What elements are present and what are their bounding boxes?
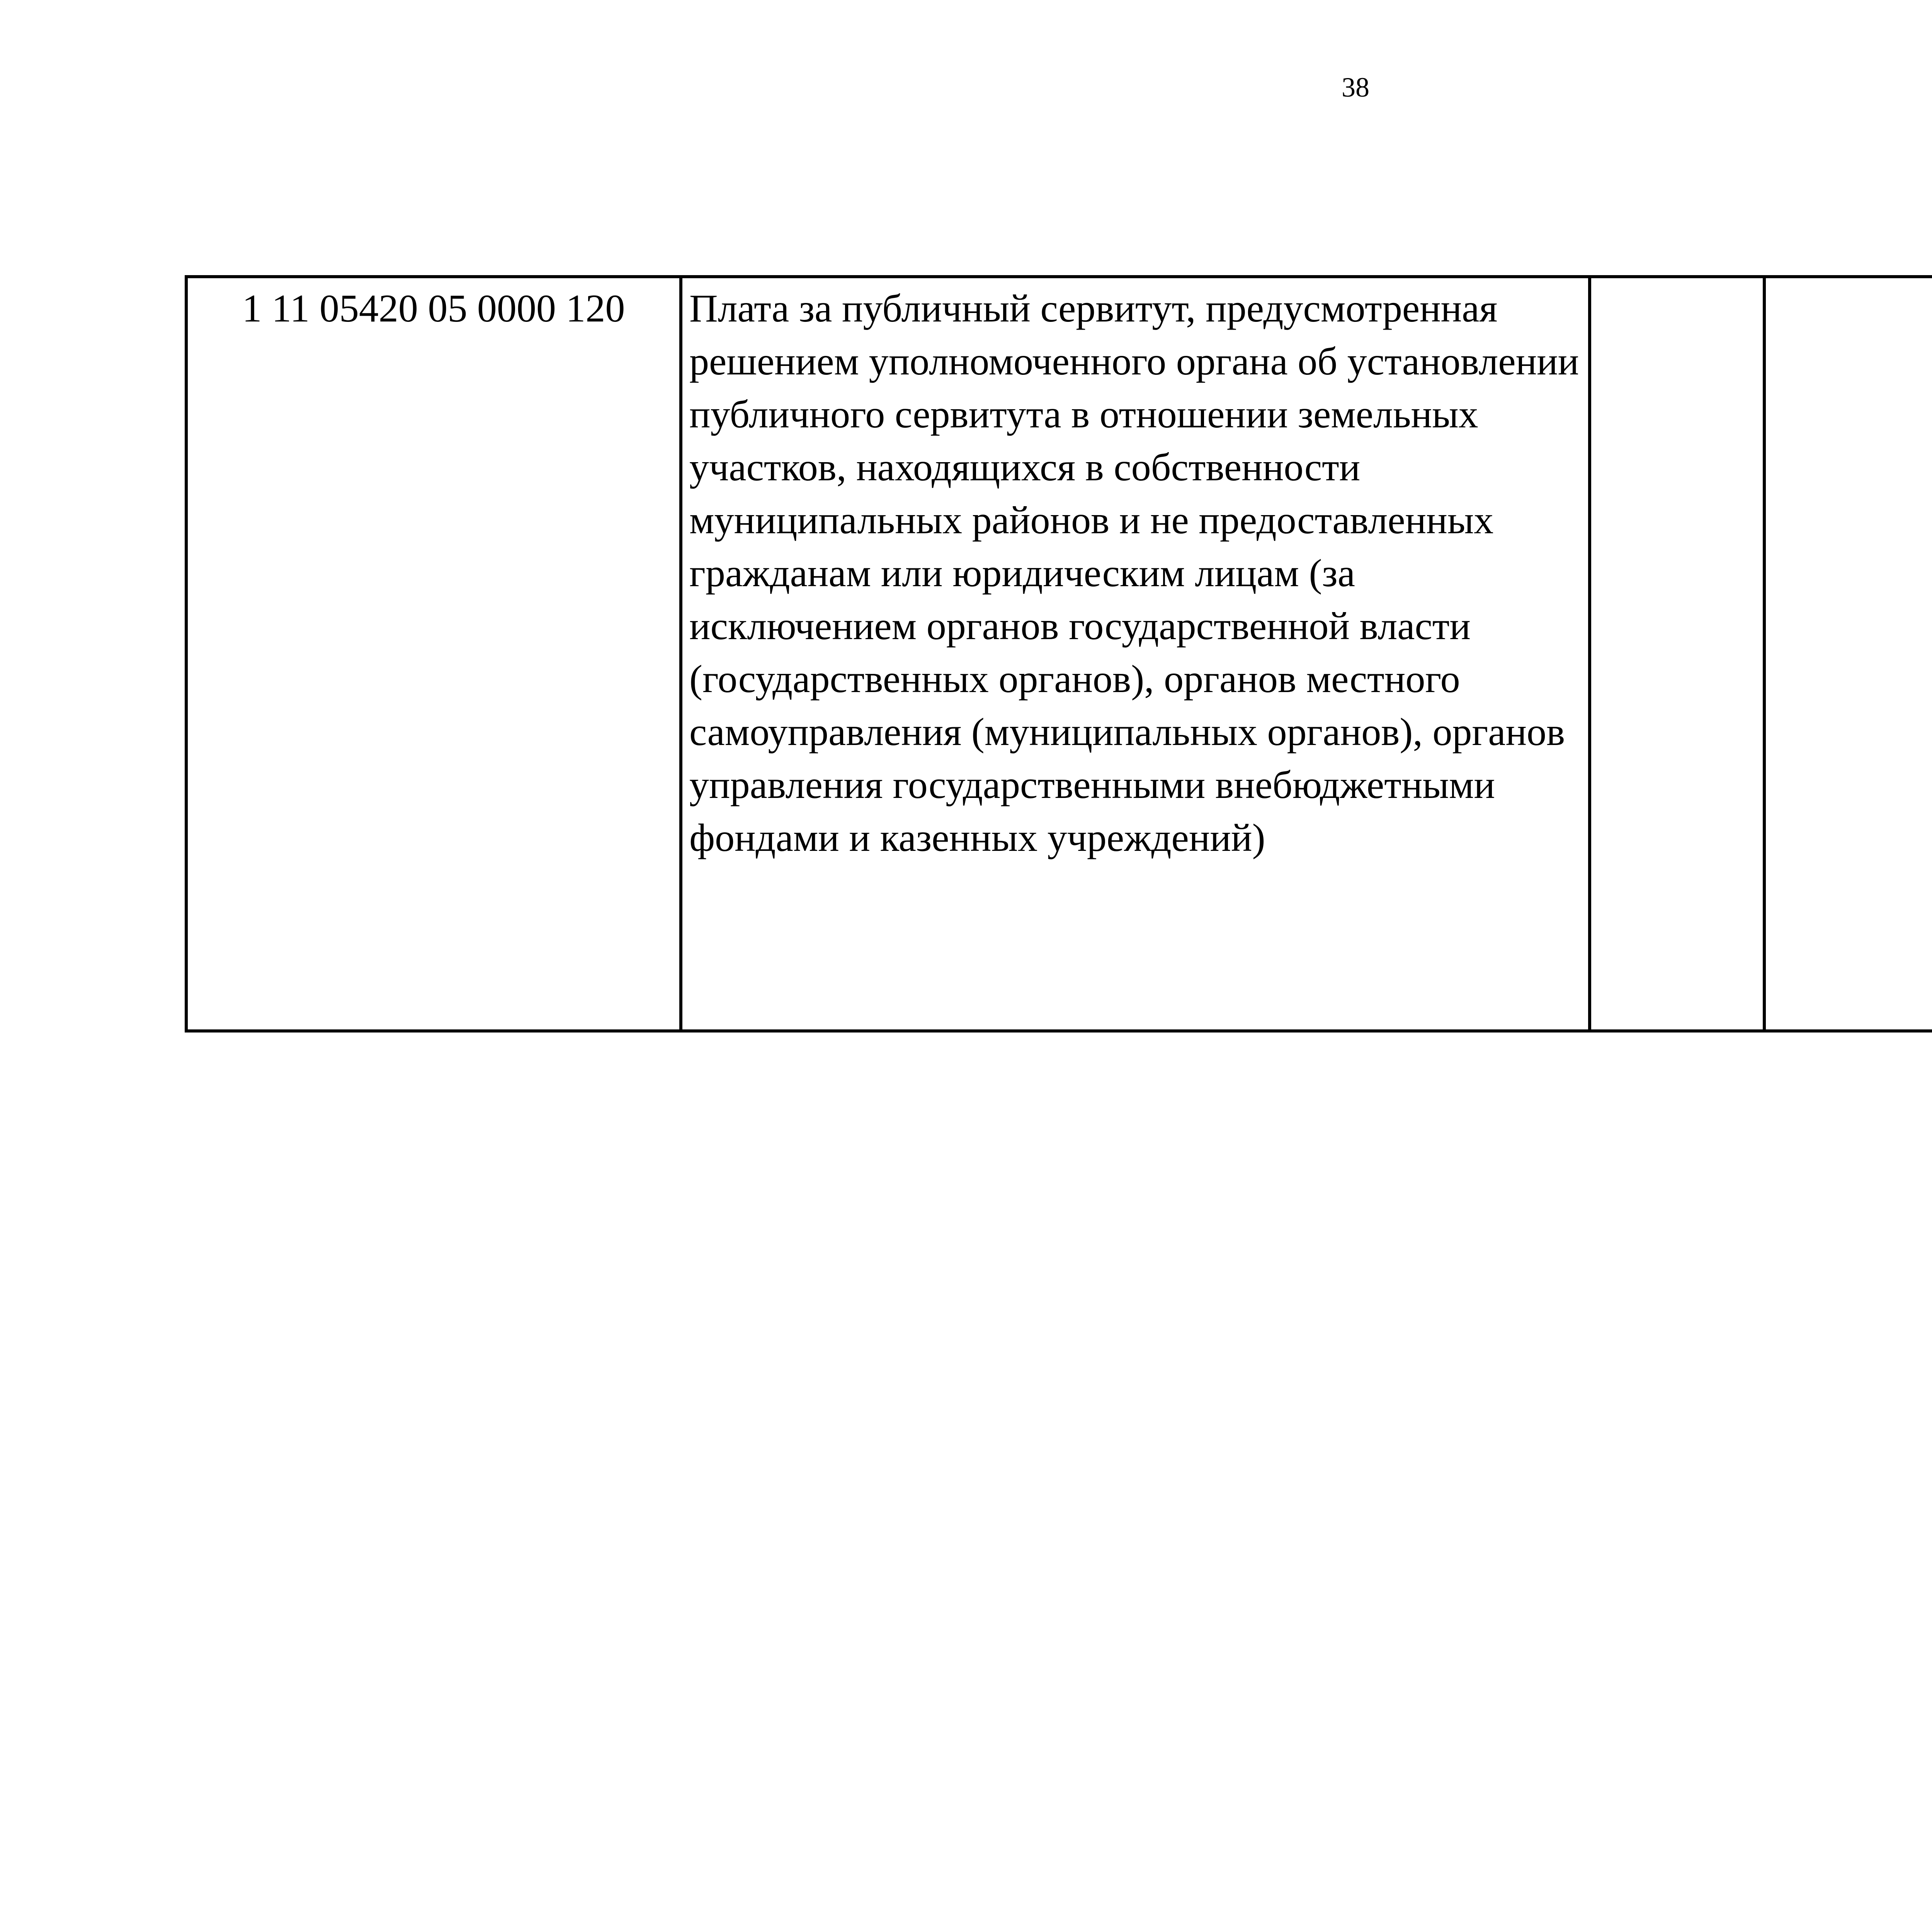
table-row — [186, 277, 1932, 1031]
column-3-cell — [1590, 277, 1764, 1031]
page-number: 38 — [1342, 72, 1369, 103]
column-4-cell — [1764, 277, 1932, 1031]
budget-classification-code-cell: 1 11 05420 05 0000 120 — [186, 277, 681, 1031]
revenue-description-cell: Плата за публичный сервитут, предусмотренная решением уполномоченного органа об установлении публичного сервитута в отношении земельных участков, находящихся в собственности муниципальных районов и не предоставленных гражданам или юридическим лицам (за исключением органов государственной власти (государственных органов), органов местного самоуправления (муниципальных органов), органов управления государственными внебюджетными фондами и казенных учреждений) — [681, 277, 1590, 1031]
revenue-table — [185, 275, 1932, 1032]
